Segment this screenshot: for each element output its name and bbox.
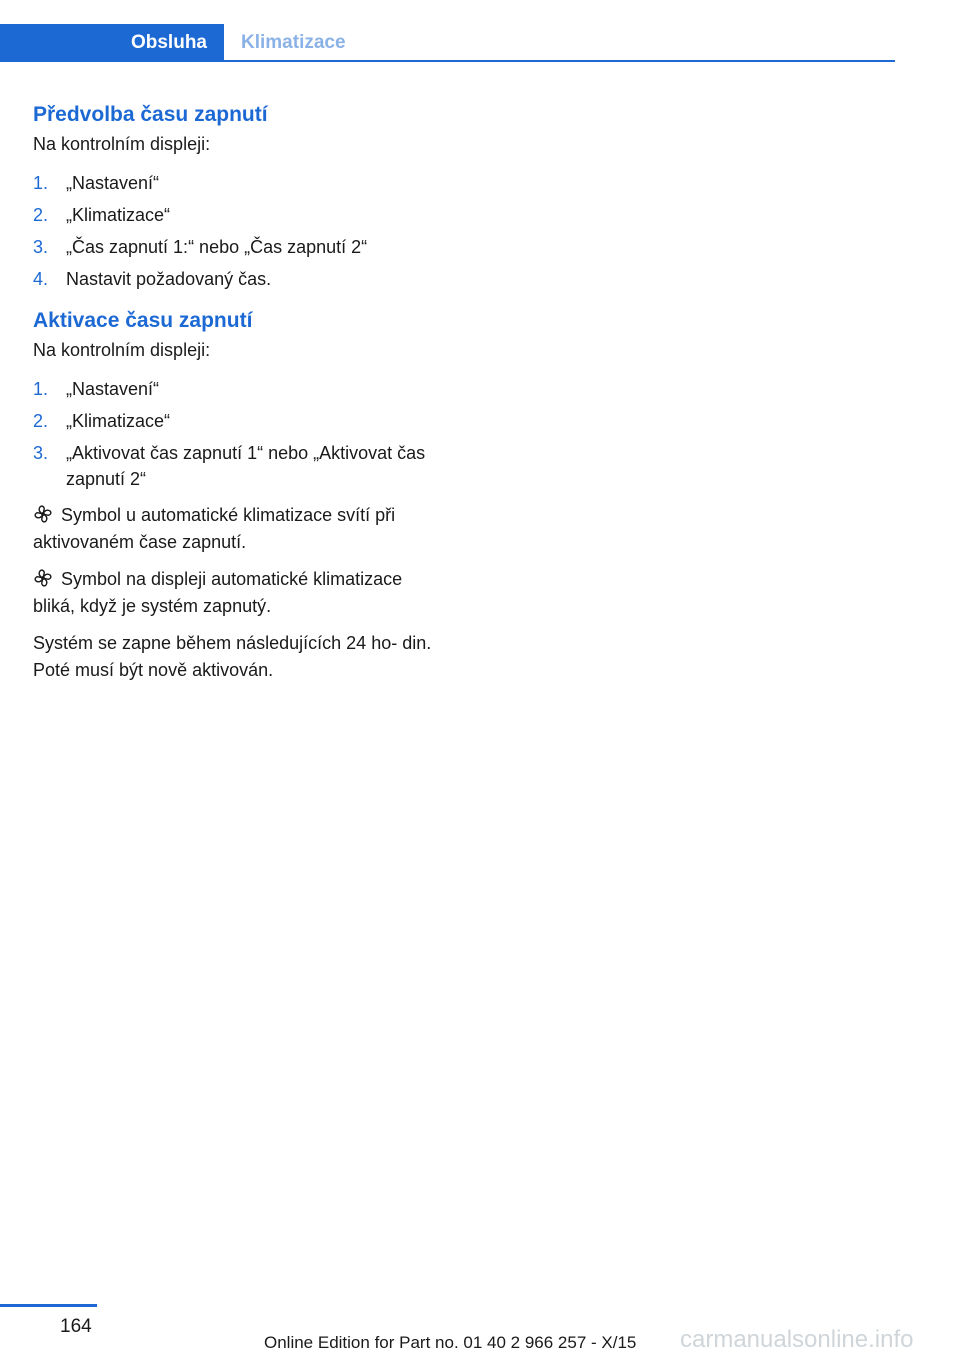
step-number: 1. bbox=[33, 379, 49, 399]
step-text: „Aktivovat čas zapnutí 1“ nebo „Aktivovat čas zapnutí 2“ bbox=[66, 443, 426, 489]
footer-divider bbox=[0, 1304, 97, 1307]
section1-intro: Na kontrolním displeji: bbox=[33, 134, 211, 154]
page-content bbox=[33, 100, 443, 684]
step-number: 3. bbox=[33, 237, 49, 257]
step-number: 2. bbox=[33, 411, 49, 431]
list-item bbox=[33, 376, 443, 402]
list-item bbox=[33, 170, 443, 196]
step-text: „Klimatizace“ bbox=[66, 205, 171, 225]
tab-obsluha[interactable]: Obsluha bbox=[0, 24, 224, 62]
paragraph-symbol-blink bbox=[33, 566, 443, 620]
step-number: 3. bbox=[33, 443, 49, 463]
section1-steps bbox=[33, 170, 443, 292]
paragraph-text: Symbol na displeji automatické klimatizace bliká, když je systém zapnutý. bbox=[33, 569, 403, 616]
page-number: 164 bbox=[60, 1316, 92, 1337]
step-number: 1. bbox=[33, 173, 49, 193]
step-text: „Klimatizace“ bbox=[66, 411, 171, 431]
section1-title: Předvolba času zapnutí bbox=[33, 103, 268, 126]
fan-icon bbox=[33, 568, 53, 588]
section2 bbox=[33, 306, 443, 684]
fan-icon bbox=[33, 504, 53, 524]
list-item bbox=[33, 408, 443, 434]
edition-note: Online Edition for Part no. 01 40 2 966 257 - X/15 bbox=[264, 1333, 637, 1352]
step-text: „Čas zapnutí 1:“ nebo „Čas zapnutí 2“ bbox=[66, 237, 368, 257]
list-item bbox=[33, 202, 443, 228]
header-divider bbox=[0, 60, 895, 62]
section2-title: Aktivace času zapnutí bbox=[33, 309, 253, 332]
step-number: 4. bbox=[33, 269, 49, 289]
section2-steps bbox=[33, 376, 443, 492]
paragraph-symbol-lit bbox=[33, 502, 443, 556]
header-tabbar bbox=[0, 24, 895, 62]
list-item bbox=[33, 440, 443, 492]
step-number: 2. bbox=[33, 205, 49, 225]
section2-intro: Na kontrolním displeji: bbox=[33, 340, 211, 360]
list-item bbox=[33, 234, 443, 260]
tab-klimatizace[interactable]: Klimatizace bbox=[241, 32, 346, 53]
step-text: „Nastavení“ bbox=[66, 379, 160, 399]
paragraph-system-activation: Systém se zapne během následujících 24 ho‐ din. Poté musí být nově aktivován. bbox=[33, 633, 432, 680]
list-item bbox=[33, 266, 443, 292]
step-text: Nastavit požadovaný čas. bbox=[66, 269, 272, 289]
step-text: „Nastavení“ bbox=[66, 173, 160, 193]
paragraph-text: Symbol u automatické klimatizace svítí při aktivovaném čase zapnutí. bbox=[33, 505, 396, 552]
watermark: carmanualsonline.info bbox=[680, 1326, 914, 1353]
